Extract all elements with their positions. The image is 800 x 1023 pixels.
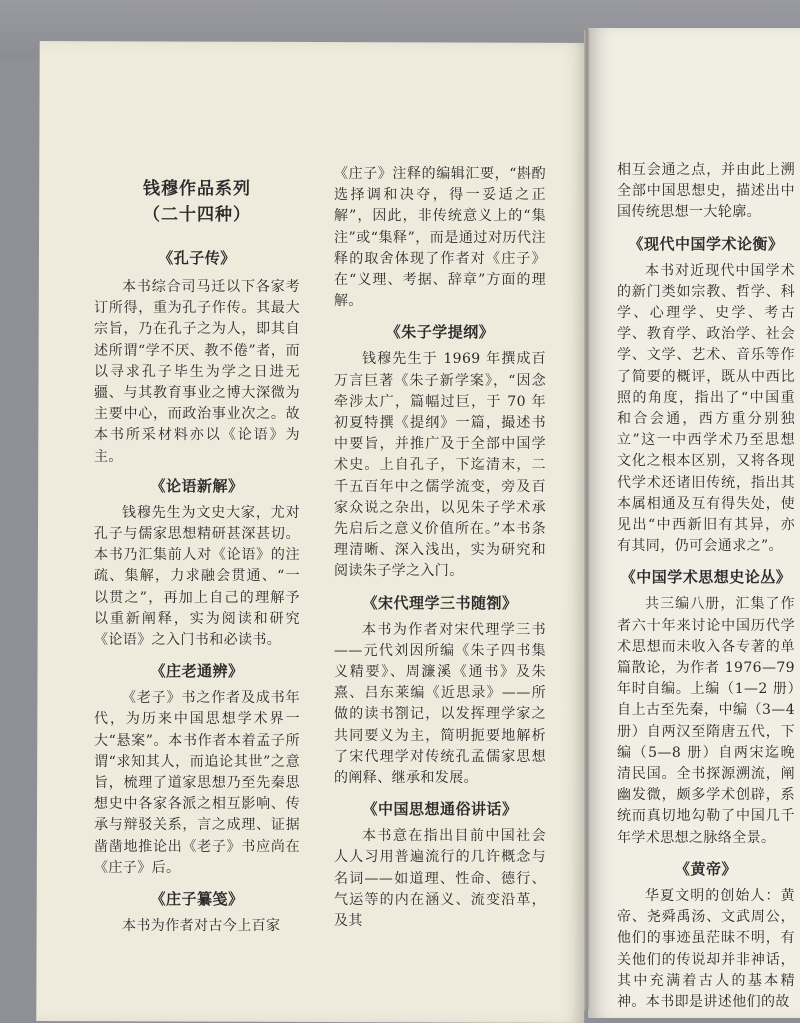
book-desc-analects-new-interpretation: 钱穆先生为文史大家，尤对孔子与儒家思想精研甚深甚切。本书乃汇集前人对《论语》的注疏、集解，力求融会贯通、“一以贯之”，再加上自己的理解予以重新阐释，实为阅读和研究《论语》之入门书和必读书。 [94,504,300,649]
book-title-academic-thought-history: 《中国学术思想史论丛》 [620,568,792,587]
book-desc-song-neo-confucianism: 本书为作者对宋代理学三书——元代刘因所编《朱子四书集义精要》、周濂溪《通书》及朱熹、吕东莱编《近思录》——所做的读书劄记，以发挥理学家之共同要义为主，简明扼要地解析了宋代理学对传统孔孟儒家思想的阐释、继承和发展。 [334,621,546,787]
series-title: 钱穆作品系列 [143,179,251,199]
book-title-yellow-emperor: 《黄帝》 [674,859,737,878]
book-gutter [584,30,590,1010]
book-title-zhuzi-outline: 《朱子学提纲》 [385,323,495,342]
book-title-confucius-biography: 《孔子传》 [158,249,236,267]
book-desc-zhuangzi-compilation: 本书为作者对古今上百家 [122,918,281,935]
column-middle [334,164,546,932]
book-desc-chinese-thought-lectures-cont: 相互会通之点，并由此上溯全部中国思想史，描述出中国传统思想一大轮廓。 [617,162,795,221]
book-desc-yellow-emperor: 华夏文明的创始人：黄帝、尧舜禹汤、文武周公，他们的事迹虽茫昧不明，有关他们的传说却并非神话，其中充满着古人的基本精神。本书即是讲述他们的故 [617,887,795,1010]
book-title-analects-new-interpretation: 《论语新解》 [150,476,244,495]
book-title-modern-chinese-scholarship: 《现代中国学术论衡》 [628,234,784,253]
book-title-zhuang-lao: 《庄老通辨》 [150,662,244,681]
book-title-song-neo-confucianism: 《宋代理学三书随劄》 [362,593,518,612]
book-desc-academic-thought-history: 共三编八册，汇集了作者六十年来讨论中国历代学术思想而未收入各专著的单篇散论，为作者 1976—79 年时自编。上编（1—2 册）自上古至先秦，中编（3—4 册）自两汉至隋唐五代，下编（5—8 册）自两宋迄晚清民国。全书探源溯流，阐幽发微，颇多学术创辟，系统而真切地勾勒了中国几千年学术思想之脉络全景。 [617,596,795,846]
book-title-chinese-thought-lectures: 《中国思想通俗讲话》 [362,800,518,819]
book-desc-chinese-thought-lectures: 本书意在指出目前中国社会人人习用普遍流行的几许概念与名词——如道理、性命、德行、气运等的内在涵义、流变沿革，及其 [334,828,546,930]
book-title-zhuangzi-compilation: 《庄子纂笺》 [150,890,244,909]
column-left [94,176,300,937]
book-desc-zhuang-lao: 《老子》书之作者及成书年代，为历来中国思想学术界一大“悬案”。本书作者本着孟子所谓“求知其人，而追论其世”之意旨，梳理了道家思想乃至先秦思想史中各家各派之相互影响、传承与辩驳关系，言之成理、证据凿凿地推论出《老子》书应尚在《庄子》后。 [94,690,300,876]
column-right [617,160,795,1013]
book-desc-modern-chinese-scholarship: 本书对近现代中国学术的新门类如宗教、哲学、科学、心理学、史学、考古学、教育学、政治学、社会学、文学、艺术、音乐等作了简要的概评，既从中西比照的角度，指出了“中国重和合会通，西方重分别独立”这一中西学术乃至思想文化之根本区别，又将各现代学术还诸旧传统，指出其本属相通及互有得失处，使见出“中西新旧有其异，亦有其同，仍可会通求之”。 [617,262,795,555]
book-desc-confucius-biography: 本书综合司马迁以下各家考订所得，重为孔子作传。其最大宗旨，乃在孔子之为人，即其自述所谓“学不厌、教不倦”者，而以寻求孔子毕生为学之日进无疆、与其教育事业之博大深微为主要中心，而政治事业次之。故本书所采材料亦以《论语》为主。 [94,279,300,465]
series-subtitle: （二十四种） [143,205,251,225]
book-desc-zhuzi-outline: 钱穆先生于 1969 年撰成百万言巨著《朱子新学案》，“因念牵涉太广，篇幅过巨，于 70 年初夏特撰《提纲》一篇，撮述书中要旨，并推广及于全部中国学术史。上自孔子，下迄清末，二千五百年中之儒学流变，旁及百家众说之杂出，以见朱子学术承先启后之意义价值所在。”本书条理清晰、深入浅出，实为研究和阅读朱子学之入门。 [334,351,546,580]
book-desc-zhuangzi-compilation-cont: 《庄子》注释的编辑汇要，“斟酌选择调和决夺，得一妥适之正解”，因此，非传统意义上的“集注”或“集释”，而是通过对历代注释的取舍体现了作者对《庄子》在“义理、考据、辞章”方面的理解。 [334,166,546,310]
